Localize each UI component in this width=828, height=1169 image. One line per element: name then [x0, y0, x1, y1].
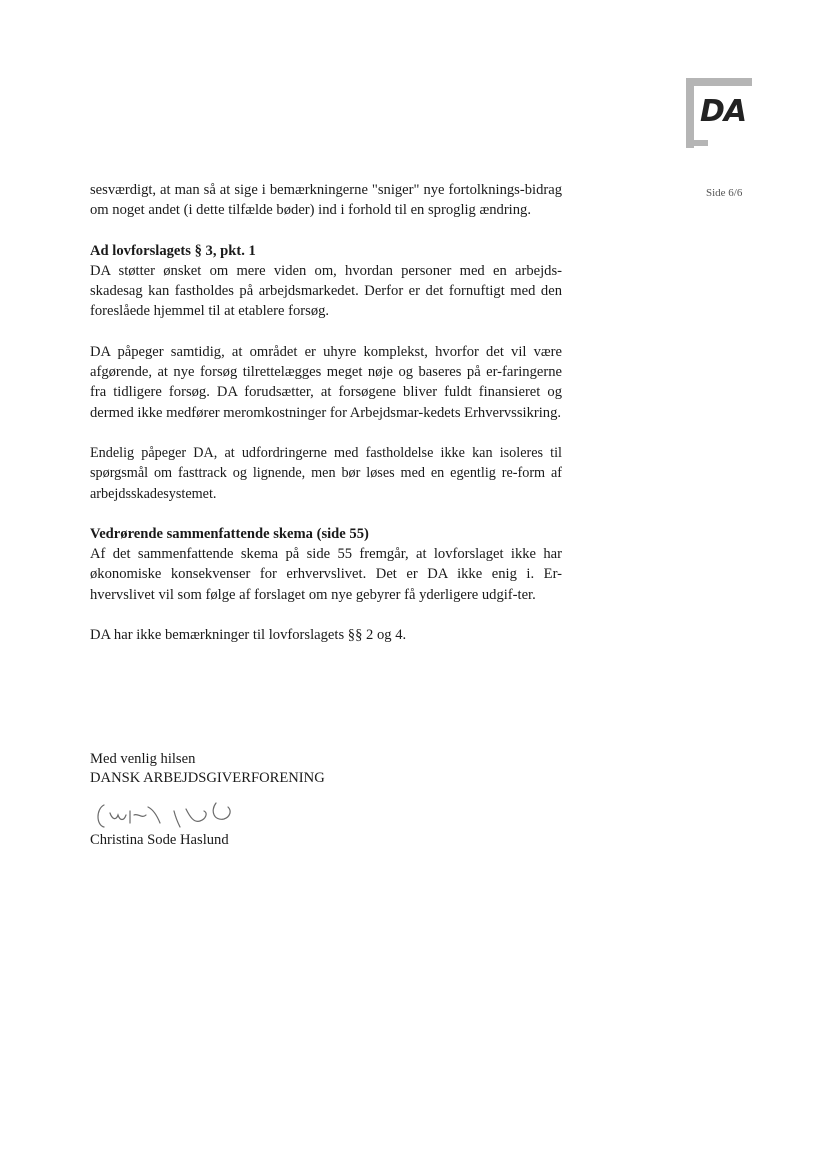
- paragraph: DA påpeger samtidig, at området er uhyre komplekst, hvorfor det vil være afgørende, at nye forsøg tilrettelægges meget nøje og baseres på er-faringerne fra tidligere forsøg. DA forudsætter, at forsøgene bliver fuldt finansieret og dermed ikke medfører meromkostninger for Arbejdsmar-kedets Erhvervssikring.: [90, 343, 562, 421]
- section-heading: Vedrørende sammenfattende skema (side 55): [90, 525, 369, 542]
- da-logo: [686, 78, 752, 148]
- handwritten-signature: [90, 793, 250, 833]
- paragraph: DA støtter ønsket om mere viden om, hvordan personer med en arbejds-skadesag kan fastholdes på arbejdsmarkedet. Derfor er det fornuftigt med den foreslåede hjemmel til at etablere forsøg.: [90, 262, 562, 320]
- closing-block: [90, 750, 325, 788]
- paragraph: sesværdigt, at man så at sige i bemærkningerne "sniger" nye fortolknings-bidrag om noget andet (i dette tilfælde bøder) ind i forhold til en sproglig ændring.: [90, 182, 562, 219]
- section-heading: Ad lovforslagets § 3, pkt. 1: [90, 242, 256, 259]
- paragraph: Endelig påpeger DA, at udfordringerne med fastholdelse ikke kan isoleres til spørgsmål om fasttrack og lignende, men bør løses med en egentlig re-form af arbejdsskadesystemet.: [90, 444, 562, 502]
- logo-bar: [686, 140, 708, 146]
- logo-bar: [686, 78, 694, 148]
- organization-name: DANSK ARBEJDSGIVERFORENING: [90, 770, 325, 786]
- letter-body: [90, 180, 562, 645]
- logo-bar: [686, 78, 752, 86]
- paragraph: Af det sammenfattende skema på side 55 fremgår, at lovforslaget ikke har økonomiske konsekvenser for erhvervslivet. Det er DA ikke enig i. Er-hvervslivet vil som følge af forslaget om nye gebyrer få yderligere udgif-ter.: [90, 546, 562, 603]
- section: [90, 241, 562, 322]
- page-number: Side 6/6: [706, 187, 743, 199]
- signer-name: Christina Sode Haslund: [90, 832, 229, 848]
- section: [90, 524, 562, 605]
- paragraph: DA har ikke bemærkninger til lovforslagets §§ 2 og 4.: [90, 627, 407, 644]
- logo-text: DA: [700, 94, 747, 129]
- greeting: Med venlig hilsen: [90, 751, 196, 767]
